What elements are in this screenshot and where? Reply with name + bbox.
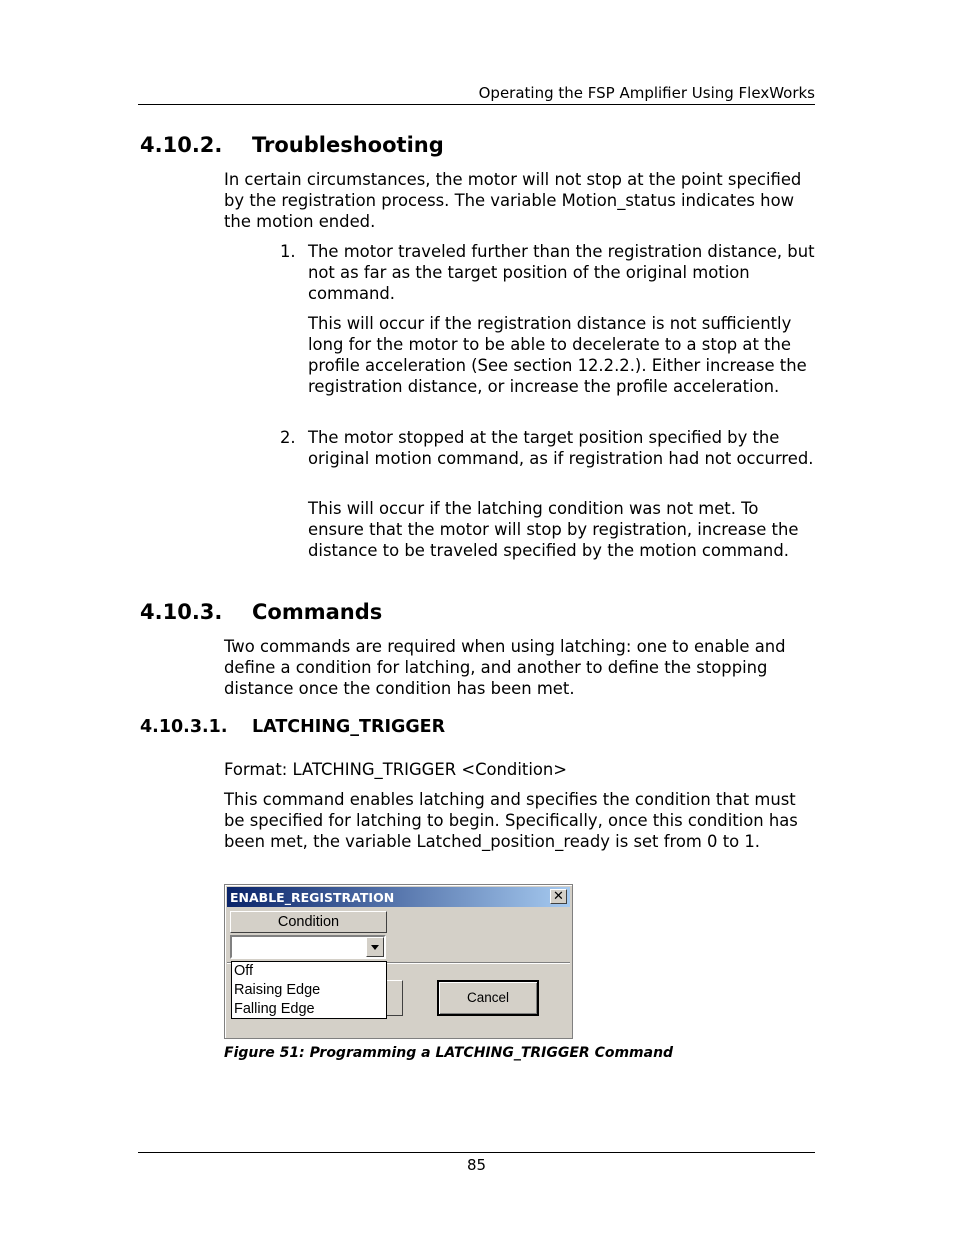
footer-rule xyxy=(138,1152,815,1153)
list-item-text: The motor stopped at the target position specified by the original motion command, as if registration had not occurred. xyxy=(308,428,814,468)
list-item-number: 2. xyxy=(280,428,296,447)
dropdown-option-falling-edge[interactable]: Falling Edge xyxy=(234,1001,315,1017)
chevron-down-icon[interactable] xyxy=(366,937,384,957)
list-item-text: The motor traveled further than the registration distance, but not as far as the target position of the original motion command. xyxy=(308,242,815,303)
section-heading-troubleshooting xyxy=(140,133,444,157)
condition-dropdown[interactable] xyxy=(230,935,386,959)
cancel-button[interactable]: Cancel xyxy=(437,980,539,1016)
enable-registration-dialog xyxy=(224,884,573,1039)
dialog-title: ENABLE_REGISTRATION xyxy=(230,890,395,905)
command-description: This command enables latching and specifies the condition that must be specified for latching to begin. Specifically, once this condition has been met, the variable Latched_position_ready is set from 0 to 1. xyxy=(224,790,798,851)
condition-dropdown-list xyxy=(231,961,387,1019)
list-item xyxy=(280,241,815,304)
section-title: Troubleshooting xyxy=(252,133,444,157)
command-format: Format: LATCHING_TRIGGER <Condition> xyxy=(224,760,568,779)
section-heading-commands xyxy=(140,600,382,624)
list-item xyxy=(280,427,815,469)
list-item-number: 1. xyxy=(280,242,296,261)
list-item-detail: This will occur if the latching condition was not met. To ensure that the motor will stop by registration, increase the distance to be traveled specified by the motion command. xyxy=(308,499,799,560)
list-item-detail: This will occur if the registration distance is not sufficiently long for the motor to be able to decelerate to a stop at the profile acceleration (See section 12.2.2.). Either increase the registration distance, or increase the profile acceleration. xyxy=(308,314,807,396)
dropdown-option-off[interactable]: Off xyxy=(234,963,254,979)
dialog-titlebar xyxy=(227,887,570,907)
commands-intro: Two commands are required when using latching: one to enable and define a condition for latching, and another to define the stopping distance once the condition has been met. xyxy=(224,637,786,698)
section-number: 4.10.3. xyxy=(140,600,223,624)
section-number: 4.10.2. xyxy=(140,133,223,157)
header-rule xyxy=(138,104,815,105)
dropdown-option-raising-edge[interactable]: Raising Edge xyxy=(234,982,321,998)
section-title: Commands xyxy=(252,600,383,624)
page-number: 85 xyxy=(466,1156,487,1174)
troubleshooting-intro: In certain circumstances, the motor will not stop at the point specified by the registration process. The variable Motion_status indicates how the motion ended. xyxy=(224,170,802,231)
subsection-heading-latching-trigger xyxy=(140,717,445,737)
subsection-number: 4.10.3.1. xyxy=(140,717,228,737)
figure-caption: Figure 51: Programming a LATCHING_TRIGGER Command xyxy=(224,1045,674,1061)
close-icon[interactable]: ✕ xyxy=(550,889,567,904)
subsection-title: LATCHING_TRIGGER xyxy=(252,717,446,737)
condition-header-button[interactable]: Condition xyxy=(230,911,387,933)
running-header: Operating the FSP Amplifier Using FlexWorks xyxy=(478,84,815,102)
